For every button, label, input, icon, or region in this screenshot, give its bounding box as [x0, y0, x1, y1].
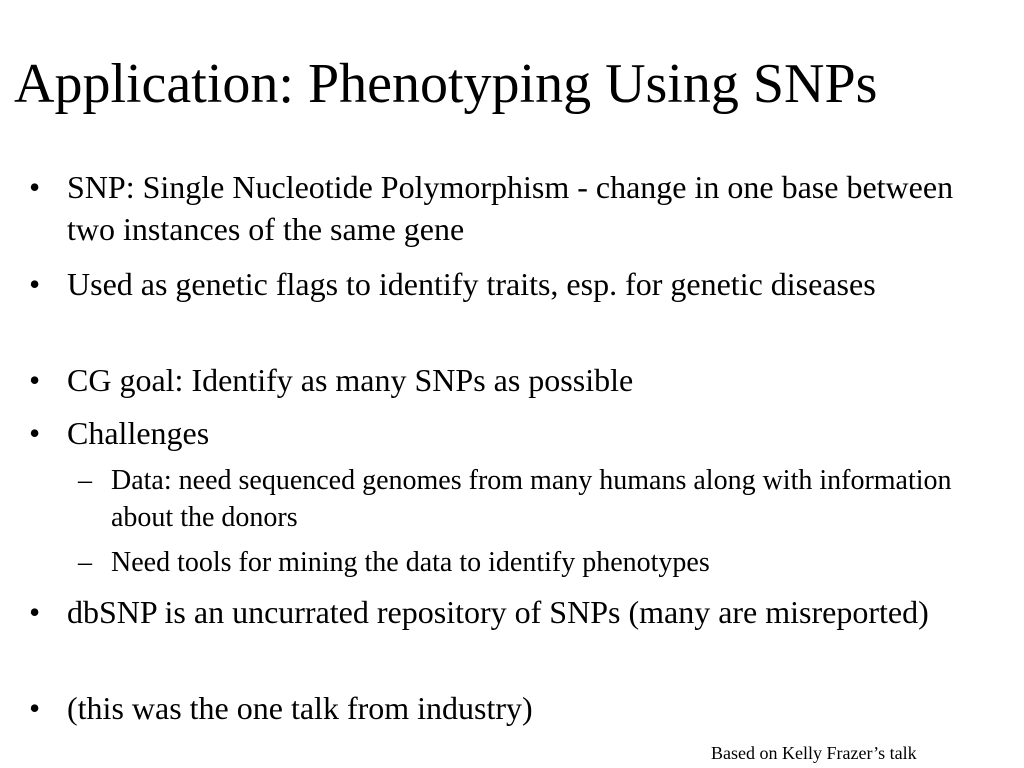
bullet-cg-goal: • CG goal: Identify as many SNPs as possible: [67, 359, 997, 401]
bullet-challenges: • Challenges: [67, 412, 997, 454]
slide-title: Application: Phenotyping Using SNPs: [14, 53, 878, 115]
sub-bullet-tools: – Need tools for mining the data to identify phenotypes: [111, 544, 1001, 581]
sub-bullet-data: – Data: need sequenced genomes from many humans along with information about the donors: [111, 462, 1001, 536]
bullet-genetic-flags: • Used as genetic flags to identify traits, esp. for genetic diseases: [67, 263, 997, 305]
bullet-snp-definition: • SNP: Single Nucleotide Polymorphism - change in one base between two instances of the same gene: [67, 166, 997, 250]
bullet-industry-talk: • (this was the one talk from industry): [67, 687, 997, 729]
bullet-dbsnp: • dbSNP is an uncurrated repository of SNPs (many are misreported): [67, 591, 997, 633]
footer-credit: Based on Kelly Frazer’s talk: [711, 743, 917, 763]
